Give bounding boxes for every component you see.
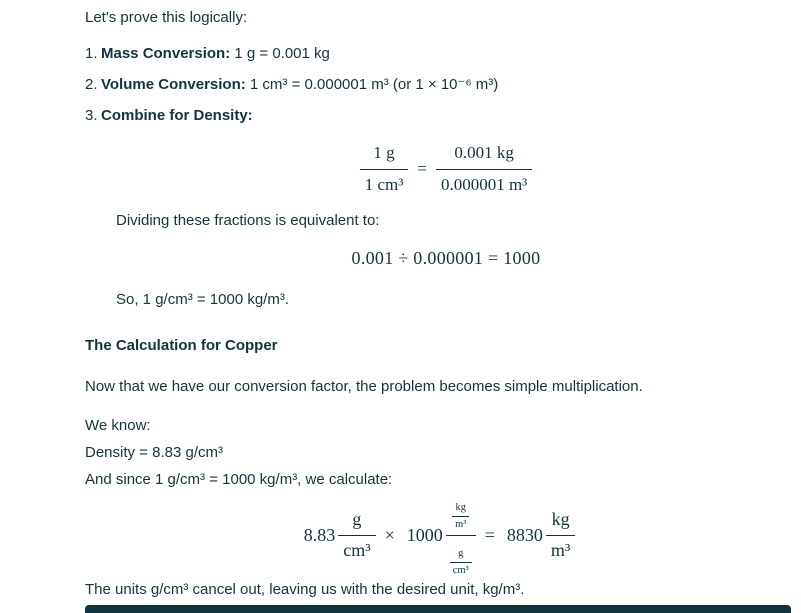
equals-sign: = bbox=[417, 159, 427, 178]
we-know-paragraph bbox=[85, 412, 791, 493]
fraction-numerator: 0.001 kg bbox=[436, 142, 532, 170]
list-item-label: Combine for Density: bbox=[101, 107, 253, 124]
calculation-for-copper-heading: The Calculation for Copper bbox=[85, 337, 278, 354]
dividing-text: Dividing these fractions is equivalent to: bbox=[116, 212, 380, 229]
we-know-line: We know: bbox=[85, 417, 151, 434]
so-conclusion-text: So, 1 g/cm³ = 1000 kg/m³. bbox=[116, 291, 289, 308]
density-conversion-equation bbox=[101, 141, 791, 197]
fraction-numerator: 1 g bbox=[360, 142, 409, 170]
fraction-kg-per-m3-small bbox=[452, 502, 469, 531]
list-item-number: 1. bbox=[85, 45, 98, 62]
conversion-factor-paragraph: Now that we have our conversion factor, the problem becomes simple multiplication. bbox=[85, 378, 643, 395]
list-item-number: 2. bbox=[85, 76, 98, 93]
list-item-combine-density bbox=[85, 105, 791, 311]
equals-sign: = bbox=[484, 524, 495, 545]
nested-numerator bbox=[446, 494, 476, 536]
result-value: 8830 bbox=[506, 524, 543, 545]
list-item-number: 3. bbox=[85, 107, 98, 124]
fraction-numerator: g bbox=[450, 548, 472, 563]
fraction-numerator: g bbox=[338, 509, 375, 536]
copper-calculation-equation bbox=[85, 500, 791, 576]
list-item-text: 1 g = 0.001 kg bbox=[230, 45, 330, 62]
list-item-volume-conversion bbox=[85, 74, 791, 96]
fraction-g-per-cm3-small bbox=[450, 548, 472, 577]
fraction-g-per-cm3 bbox=[338, 509, 375, 561]
fraction-numerator: kg bbox=[546, 509, 575, 536]
list-item-body bbox=[101, 105, 791, 311]
list-item-label: Volume Conversion: bbox=[101, 76, 246, 93]
closing-paragraph: The units g/cm³ cancel out, leaving us with the desired unit, kg/m³. bbox=[85, 581, 525, 598]
fraction-denominator: m³ bbox=[550, 540, 571, 560]
fraction-denominator: 0.000001 m³ bbox=[440, 175, 528, 194]
list-item-text: 1 cm³ = 0.000001 m³ (or 1 × 10⁻⁶ m³) bbox=[245, 76, 499, 93]
proof-steps-list bbox=[85, 43, 791, 311]
density-line: Density = 8.83 g/cm³ bbox=[85, 444, 223, 461]
division-equation: 0.001 ÷ 0.000001 = 1000 bbox=[351, 248, 541, 268]
nested-unit-fraction bbox=[446, 494, 476, 577]
fraction-denominator: cm³ bbox=[452, 564, 469, 576]
fraction-rhs bbox=[436, 142, 532, 196]
fraction-denominator: 1 cm³ bbox=[364, 175, 404, 194]
and-since-line: And since 1 g/cm³ = 1000 kg/m³, we calculate: bbox=[85, 471, 393, 488]
next-section-top-edge bbox=[85, 605, 791, 613]
list-item-mass-conversion bbox=[85, 43, 791, 65]
coefficient: 8.83 bbox=[303, 524, 336, 545]
intro-text: Let's prove this logically: bbox=[85, 9, 248, 26]
conversion-factor: 1000 bbox=[406, 524, 443, 545]
fraction-numerator: kg bbox=[452, 502, 469, 517]
fraction-lhs bbox=[360, 142, 409, 196]
fraction-denominator: m³ bbox=[455, 518, 467, 530]
nested-denominator bbox=[446, 536, 476, 577]
list-item-body bbox=[101, 43, 791, 65]
fraction-denominator: cm³ bbox=[343, 540, 371, 560]
times-sign: × bbox=[384, 524, 395, 545]
list-item-label: Mass Conversion: bbox=[101, 45, 231, 62]
list-item-body bbox=[101, 74, 791, 96]
fraction-kg-per-m3 bbox=[546, 509, 575, 561]
